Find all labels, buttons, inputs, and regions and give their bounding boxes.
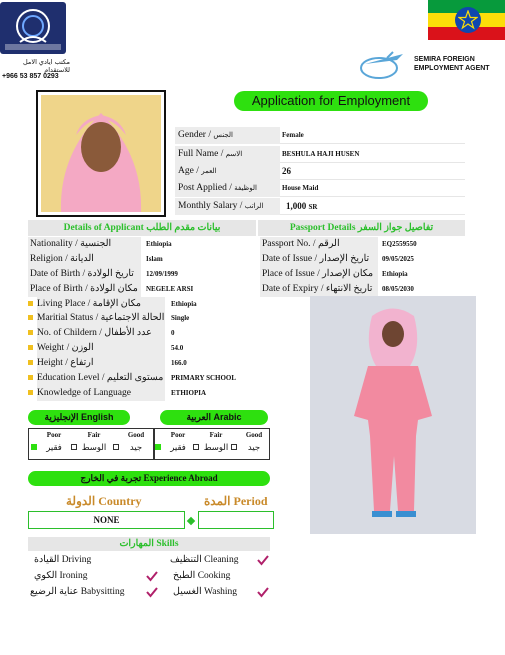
- religion-value: Islam: [146, 255, 163, 263]
- post-applied-row: Post Applied / الوظيفة House Maid: [175, 180, 465, 197]
- page-title: Application for Employment: [234, 91, 428, 111]
- skill-cooking: الطبخ Cooking: [173, 571, 231, 581]
- bullet-icon: [28, 390, 33, 395]
- height-row: Height / ارتفاع: [28, 356, 165, 371]
- skill-cleaning: التنظيف Cleaning: [170, 555, 239, 565]
- gender-row: Gender / الجنس Female: [175, 127, 465, 144]
- arabic-level-good[interactable]: Good جيد: [245, 431, 263, 453]
- passport-no-row: Passport No. / الرقم: [260, 237, 378, 252]
- english-level-good[interactable]: Good جيد: [127, 431, 145, 453]
- arabic-level-box: [154, 428, 270, 460]
- monthly-salary-row: Monthly Salary / الراتب 1,000 SR: [175, 198, 465, 215]
- issue-date-row: Date of Issue / تاريخ الإصدار: [260, 252, 378, 267]
- english-level-fair[interactable]: Fair الوسط: [81, 431, 107, 453]
- skill-washing: الغسيل Washing: [173, 587, 238, 597]
- experience-abroad-header: تجربة في الخارج Experience Abroad: [28, 471, 270, 486]
- agency-name-arabic: مكتب ايادي الامل للاستقدام: [22, 58, 70, 74]
- applicant-full-photo: [310, 296, 476, 534]
- agency-phone: +966 53 857 0293: [2, 73, 59, 80]
- weight-value: 54.0: [171, 344, 184, 352]
- skill-ironing: الكوي Ironing: [34, 571, 88, 581]
- issue-place-value: Ethiopia: [382, 270, 408, 278]
- issue-place-row: Place of Issue / مكان الإصدار: [260, 267, 378, 282]
- english-level-poor[interactable]: Poor فقير: [46, 431, 62, 453]
- english-good-checkbox[interactable]: [113, 444, 119, 450]
- ironing-check-icon: [146, 570, 158, 582]
- age-value: 26: [282, 166, 291, 176]
- bullet-icon: [28, 345, 33, 350]
- weight-row: Weight / الوزن: [28, 341, 165, 356]
- salary-value: 1,000 SR: [286, 201, 318, 211]
- bullet-icon: [28, 315, 33, 320]
- diamond-icon: [187, 517, 195, 525]
- education-value: PRIMARY SCHOOL: [171, 374, 237, 382]
- full-name-value: BESHULA HAJI HUSEN: [282, 150, 360, 158]
- issue-date-value: 09/05/2025: [382, 255, 414, 263]
- period-value: [198, 511, 274, 529]
- living-place-value: Ethiopia: [171, 300, 197, 308]
- bullet-icon: [28, 301, 33, 306]
- dob-row: Date of Birth / تاريخ الولادة: [28, 267, 256, 282]
- arabic-level-poor[interactable]: Poor فقير: [170, 431, 186, 453]
- arabic-fair-checkbox[interactable]: [193, 444, 199, 450]
- country-value: NONE: [28, 511, 185, 529]
- skill-babysitting: عناية الرضيع Babysitting: [30, 587, 125, 597]
- expiry-date-value: 08/05/2030: [382, 285, 414, 293]
- passport-details-header: Passport Details تفاصيل جواز السفر: [258, 220, 465, 236]
- english-level-box: [28, 428, 154, 460]
- period-label: المدة Period: [204, 494, 268, 508]
- cleaning-check-icon: [257, 554, 269, 566]
- education-row: Education Level / مستوى التعليم: [28, 371, 165, 386]
- religion-row: Religion / الديانة: [28, 252, 256, 267]
- marital-status-value: Single: [171, 314, 190, 322]
- dob-value: 12/09/1999: [146, 270, 178, 278]
- passport-no-value: EQ2559550: [382, 240, 417, 248]
- skills-header: المهارات Skills: [28, 537, 270, 551]
- nationality-value: Ethiopia: [146, 240, 172, 248]
- children-value: 0: [171, 329, 175, 337]
- agent-name: SEMIRA FOREIGN EMPLOYMENT AGENT: [414, 56, 490, 72]
- arabic-good-checkbox[interactable]: [231, 444, 237, 450]
- bullet-icon: [28, 330, 33, 335]
- english-fair-checkbox[interactable]: [71, 444, 77, 450]
- language-knowledge-value: ETHIOPIA: [171, 389, 207, 397]
- pob-value: NEGELE ARSI: [146, 285, 194, 293]
- washing-check-icon: [257, 586, 269, 598]
- agency-logo: [0, 2, 66, 54]
- arabic-poor-checkbox[interactable]: [155, 444, 161, 450]
- bullet-icon: [28, 375, 33, 380]
- expiry-date-row: Date of Expiry / تاريخ الانتهاء: [260, 282, 378, 297]
- post-applied-value: House Maid: [282, 184, 319, 192]
- applicant-details-header: Details of Applicant بيانات مقدم الطلب: [28, 220, 256, 236]
- height-value: 166.0: [171, 359, 187, 367]
- arabic-level-fair[interactable]: Fair الوسط: [203, 431, 229, 453]
- plane-globe-logo: [357, 50, 409, 80]
- gender-value: Female: [282, 131, 304, 139]
- children-row: No. of Childern / عدد الأطفال: [28, 326, 165, 341]
- nationality-row: Nationality / الجنسية: [28, 237, 256, 252]
- skill-driving: القيادة Driving: [34, 555, 92, 565]
- english-language-pill: الإنجليزية English: [28, 410, 130, 425]
- bullet-icon: [28, 360, 33, 365]
- country-label: الدولة Country: [66, 494, 142, 508]
- marital-status-row: Maritial Status / الحالة الاجتماعية: [28, 311, 165, 326]
- arabic-language-pill: العربية Arabic: [160, 410, 268, 425]
- age-row: Age / العمر 26: [175, 163, 465, 180]
- living-place-row: Living Place / مكان الإقامة: [28, 297, 165, 312]
- applicant-portrait-photo: [36, 90, 166, 217]
- ethiopia-flag-icon: [428, 0, 505, 40]
- babysitting-check-icon: [146, 586, 158, 598]
- pob-row: Place of Birth / مكان الولادة: [28, 282, 256, 297]
- english-poor-checkbox[interactable]: [31, 444, 37, 450]
- language-knowledge-row: Knowledge of Language: [28, 386, 165, 401]
- full-name-row: Full Name / الاسم BESHULA HAJI HUSEN: [175, 146, 465, 163]
